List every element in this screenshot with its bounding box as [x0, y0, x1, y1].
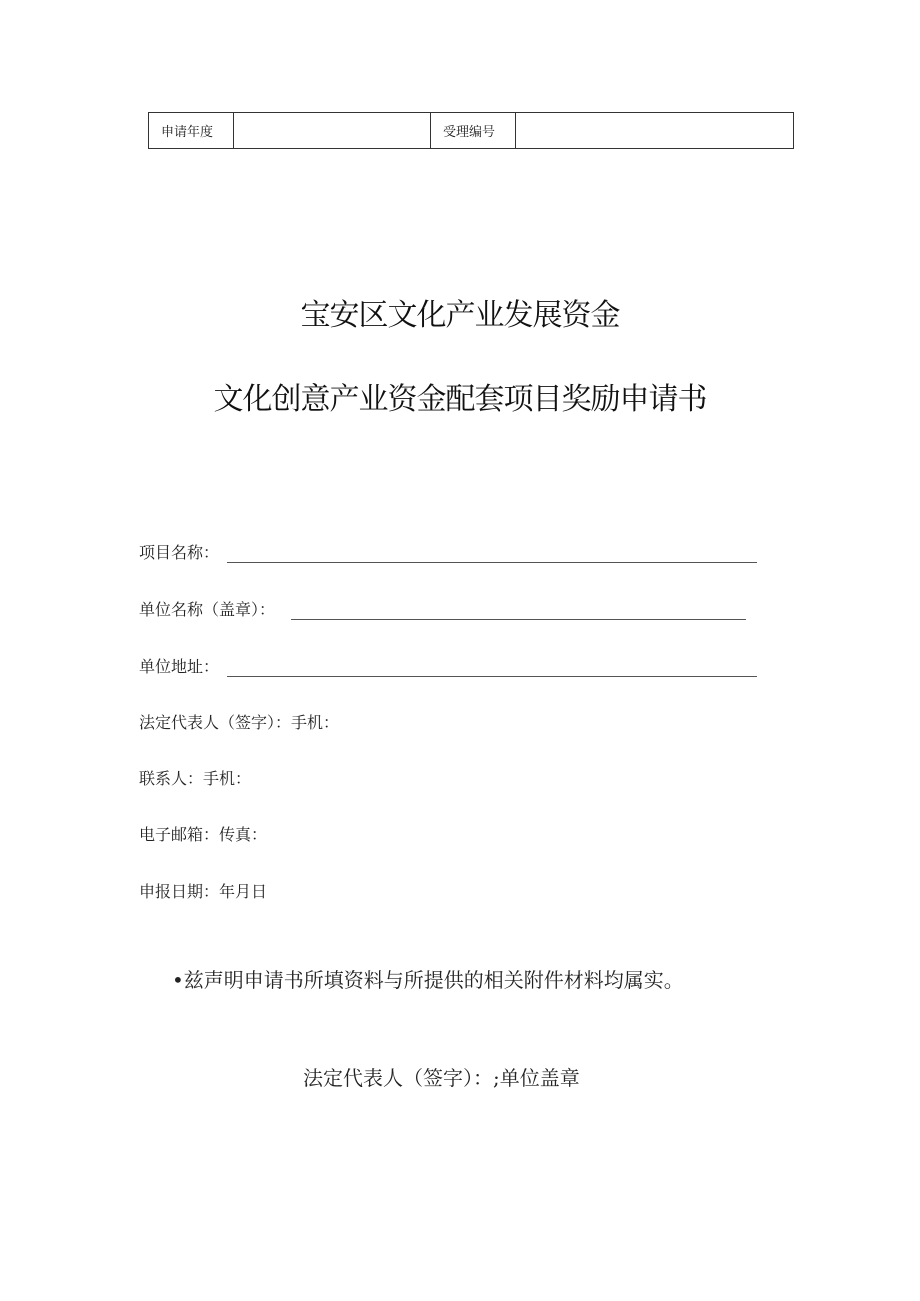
project-name-input-line[interactable]: [227, 544, 757, 563]
unit-address-row: [139, 654, 757, 677]
email-row: [139, 822, 267, 845]
unit-address-input-line[interactable]: [227, 658, 757, 677]
document-title-line1: 宝安区文化产业发展资金: [300, 298, 620, 333]
email-label: 电子邮箱：传真：: [139, 825, 268, 844]
unit-name-label: 单位名称（盖章）：: [139, 600, 276, 619]
date-row: [139, 879, 267, 902]
legal-representative-row: [139, 710, 339, 733]
unit-name-row: [139, 597, 746, 620]
header-row: [149, 113, 794, 149]
declaration-text: •兹声明申请书所填资料与所提供的相关附件材料均属实。: [172, 968, 684, 992]
header-table: [148, 112, 794, 149]
acceptance-number-field[interactable]: [516, 113, 794, 149]
document-title-line2: 文化创意产业资金配套项目奖励申请书: [213, 382, 707, 417]
unit-name-input-line[interactable]: [291, 601, 746, 620]
signature-line: 法定代表人（签字）：;单位盖章: [303, 1066, 580, 1090]
date-label: 申报日期：年月日: [139, 882, 268, 901]
project-name-row: [139, 540, 757, 563]
legal-representative-label: 法定代表人（签字）：手机：: [139, 713, 340, 732]
application-year-label: 申请年度: [149, 113, 234, 149]
application-year-field[interactable]: [234, 113, 431, 149]
project-name-label: 项目名称：: [139, 543, 220, 562]
contact-row: [139, 766, 251, 789]
acceptance-number-label: 受理编号: [431, 113, 516, 149]
unit-address-label: 单位地址：: [139, 657, 220, 676]
contact-label: 联系人：手机：: [139, 769, 252, 788]
